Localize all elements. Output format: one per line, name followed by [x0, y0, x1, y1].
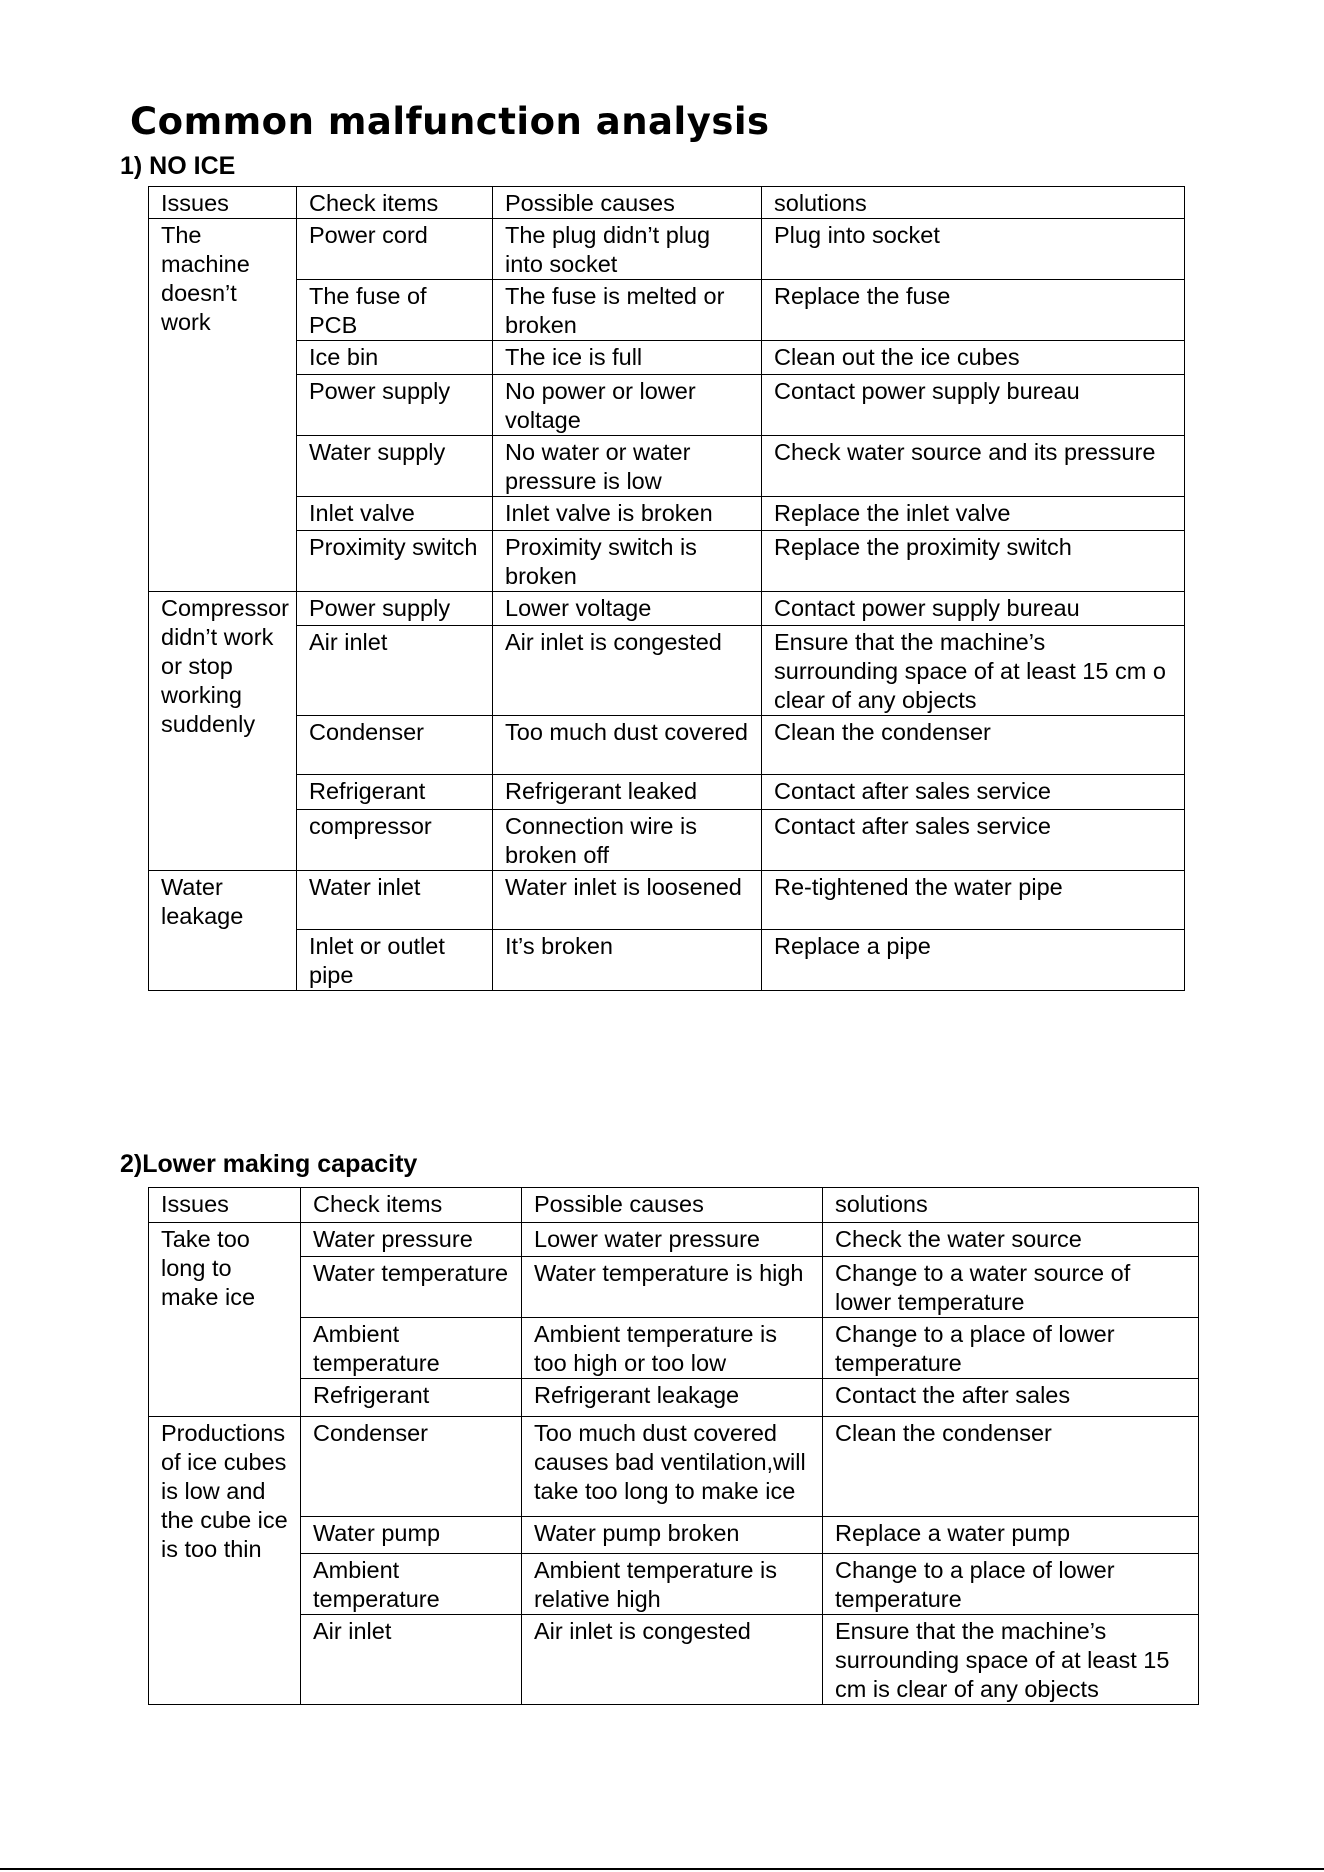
- issue-cell: Take too long to make ice: [149, 1223, 301, 1417]
- issue-cell: The machine doesn’t work: [149, 219, 297, 592]
- table-row: [149, 810, 1185, 871]
- solution-cell: Replace a pipe: [762, 930, 1185, 991]
- solution-cell: Change to a place of lower temperature: [823, 1554, 1199, 1615]
- possible-cause-cell: Refrigerant leakage: [522, 1379, 823, 1417]
- solution-cell: Contact after sales service: [762, 775, 1185, 810]
- table-row: [149, 775, 1185, 810]
- check-item-cell: compressor: [297, 810, 493, 871]
- check-item-cell: Water inlet: [297, 871, 493, 930]
- solution-cell: Change to a water source of lower temperature: [823, 1257, 1199, 1318]
- possible-cause-cell: Ambient temperature is too high or too low: [522, 1318, 823, 1379]
- solution-cell: Check water source and its pressure: [762, 436, 1185, 497]
- check-item-cell: Refrigerant: [297, 775, 493, 810]
- check-item-cell: Ambient temperature: [301, 1554, 522, 1615]
- possible-cause-cell: Too much dust covered: [493, 716, 762, 775]
- table-row: [149, 219, 1185, 280]
- table-row: [149, 341, 1185, 375]
- solutions-header: solutions: [823, 1188, 1199, 1223]
- possible-cause-cell: Water inlet is loosened: [493, 871, 762, 930]
- check-item-cell: Water supply: [297, 436, 493, 497]
- possible-cause-cell: Proximity switch is broken: [493, 531, 762, 592]
- table-header-row: [149, 187, 1185, 219]
- check-item-cell: Air inlet: [301, 1615, 522, 1705]
- possible-cause-cell: Lower voltage: [493, 592, 762, 626]
- issues-header: Issues: [149, 187, 297, 219]
- table-row: [149, 531, 1185, 592]
- solution-cell: Replace the fuse: [762, 280, 1185, 341]
- check-item-cell: Inlet or outlet pipe: [297, 930, 493, 991]
- table-row: [149, 1554, 1199, 1615]
- footer-rule: [0, 1868, 1324, 1870]
- issue-cell: Water leakage: [149, 871, 297, 991]
- check-item-cell: Ambient temperature: [301, 1318, 522, 1379]
- solution-cell: Clean the condenser: [762, 716, 1185, 775]
- check-item-cell: Proximity switch: [297, 531, 493, 592]
- issue-cell: Productions of ice cubes is low and the cube ice is too thin: [149, 1417, 301, 1705]
- table-row: [149, 1223, 1199, 1257]
- issue-cell: Compressor didn’t work or stop working suddenly: [149, 592, 297, 871]
- table-row: [149, 375, 1185, 436]
- check-item-cell: Refrigerant: [301, 1379, 522, 1417]
- solution-cell: Contact the after sales: [823, 1379, 1199, 1417]
- solution-cell: Ensure that the machine’s surrounding space of at least 15 cm o clear of any objects: [762, 626, 1185, 716]
- possible-cause-cell: The ice is full: [493, 341, 762, 375]
- table-row: [149, 1379, 1199, 1417]
- possible-causes-header: Possible causes: [493, 187, 762, 219]
- table-row: [149, 280, 1185, 341]
- table-row: [149, 436, 1185, 497]
- check-item-cell: Water pump: [301, 1517, 522, 1554]
- check-item-cell: Condenser: [297, 716, 493, 775]
- check-item-cell: The fuse of PCB: [297, 280, 493, 341]
- table-row: [149, 626, 1185, 716]
- solution-cell: Clean out the ice cubes: [762, 341, 1185, 375]
- solution-cell: Check the water source: [823, 1223, 1199, 1257]
- solution-cell: Replace a water pump: [823, 1517, 1199, 1554]
- possible-cause-cell: The plug didn’t plug into socket: [493, 219, 762, 280]
- possible-cause-cell: Water pump broken: [522, 1517, 823, 1554]
- check-item-cell: Condenser: [301, 1417, 522, 1517]
- section-heading-no-ice: 1) NO ICE: [120, 152, 236, 180]
- solution-cell: Re-tightened the water pipe: [762, 871, 1185, 930]
- solution-cell: Ensure that the machine’s surrounding space of at least 15 cm is clear of any objects: [823, 1615, 1199, 1705]
- possible-cause-cell: It’s broken: [493, 930, 762, 991]
- table-row: [149, 592, 1185, 626]
- table-row: [149, 1257, 1199, 1318]
- possible-cause-cell: Inlet valve is broken: [493, 497, 762, 531]
- possible-cause-cell: Refrigerant leaked: [493, 775, 762, 810]
- possible-cause-cell: The fuse is melted or broken: [493, 280, 762, 341]
- possible-cause-cell: Lower water pressure: [522, 1223, 823, 1257]
- solution-cell: Contact after sales service: [762, 810, 1185, 871]
- solution-cell: Plug into socket: [762, 219, 1185, 280]
- solution-cell: Replace the proximity switch: [762, 531, 1185, 592]
- no-ice-table: [148, 186, 1185, 991]
- check-item-cell: Water temperature: [301, 1257, 522, 1318]
- table-row: [149, 1417, 1199, 1517]
- check-item-cell: Power supply: [297, 592, 493, 626]
- solution-cell: Clean the condenser: [823, 1417, 1199, 1517]
- table-header-row: [149, 1188, 1199, 1223]
- possible-cause-cell: Connection wire is broken off: [493, 810, 762, 871]
- issues-header: Issues: [149, 1188, 301, 1223]
- section-heading-lower-capacity: 2)Lower making capacity: [120, 1150, 418, 1178]
- check-item-cell: Inlet valve: [297, 497, 493, 531]
- possible-cause-cell: Too much dust covered causes bad ventilation,will take too long to make ice: [522, 1417, 823, 1517]
- solution-cell: Replace the inlet valve: [762, 497, 1185, 531]
- table-row: [149, 871, 1185, 930]
- solution-cell: Change to a place of lower temperature: [823, 1318, 1199, 1379]
- table-row: [149, 497, 1185, 531]
- page-title: Common malfunction analysis: [130, 100, 770, 143]
- table-row: [149, 716, 1185, 775]
- check-item-cell: Power supply: [297, 375, 493, 436]
- table-row: [149, 1615, 1199, 1705]
- possible-causes-header: Possible causes: [522, 1188, 823, 1223]
- check-item-cell: Ice bin: [297, 341, 493, 375]
- possible-cause-cell: Air inlet is congested: [493, 626, 762, 716]
- possible-cause-cell: Water temperature is high: [522, 1257, 823, 1318]
- table-row: [149, 1318, 1199, 1379]
- table-row: [149, 1517, 1199, 1554]
- possible-cause-cell: No power or lower voltage: [493, 375, 762, 436]
- solution-cell: Contact power supply bureau: [762, 592, 1185, 626]
- check-items-header: Check items: [301, 1188, 522, 1223]
- check-items-header: Check items: [297, 187, 493, 219]
- solutions-header: solutions: [762, 187, 1185, 219]
- possible-cause-cell: No water or water pressure is low: [493, 436, 762, 497]
- solution-cell: Contact power supply bureau: [762, 375, 1185, 436]
- check-item-cell: Air inlet: [297, 626, 493, 716]
- table-row: [149, 930, 1185, 991]
- check-item-cell: Water pressure: [301, 1223, 522, 1257]
- possible-cause-cell: Air inlet is congested: [522, 1615, 823, 1705]
- check-item-cell: Power cord: [297, 219, 493, 280]
- possible-cause-cell: Ambient temperature is relative high: [522, 1554, 823, 1615]
- lower-capacity-table: [148, 1187, 1199, 1705]
